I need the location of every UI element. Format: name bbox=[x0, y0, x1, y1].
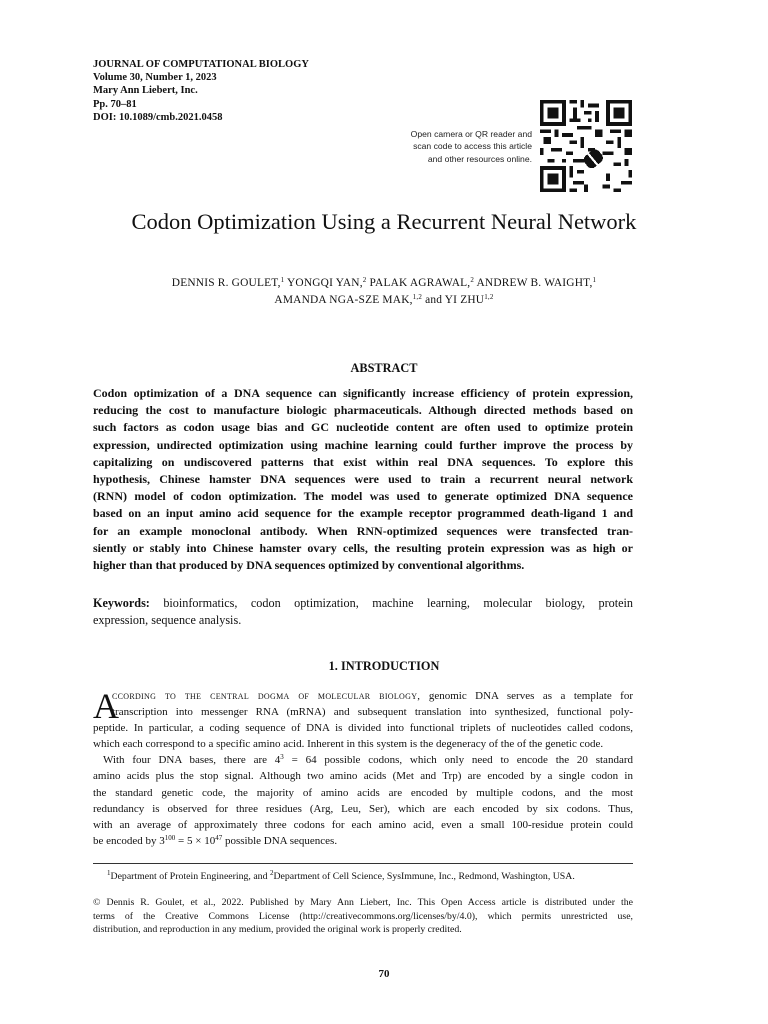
drop-cap: A bbox=[93, 686, 119, 726]
author-name: PALAK AGRAWAL, bbox=[366, 277, 471, 289]
abstract-line: (RNN) model of codon optimization. The model was used to generate optimized DNA sequence bbox=[93, 489, 633, 504]
body-text-span: = 64 possible codons, which only need to encode the 20 standard bbox=[283, 754, 633, 767]
abstract-text bbox=[93, 385, 633, 574]
superscript: 47 bbox=[215, 833, 223, 842]
footnote-divider bbox=[93, 863, 633, 864]
smallcaps-lead: ccording to the central dogma of molecular biology, bbox=[112, 690, 421, 702]
keywords bbox=[93, 595, 633, 629]
journal-header bbox=[93, 58, 309, 124]
affiliation-mark: 1 bbox=[592, 276, 597, 284]
affiliation-mark: 2 bbox=[362, 276, 367, 284]
journal-publisher: Mary Ann Liebert, Inc. bbox=[93, 85, 198, 97]
abstract-line: expression, undirected optimization using machine learning could further improve the process by bbox=[93, 437, 633, 452]
author-list bbox=[0, 275, 768, 309]
author-name: ANDREW B. WAIGHT, bbox=[474, 277, 593, 289]
superscript: 100 bbox=[164, 833, 176, 842]
footnote-text: Department of Protein Engineering, and bbox=[110, 871, 270, 882]
body-text-span: = 5 × 10 bbox=[175, 834, 216, 847]
author-line bbox=[0, 275, 768, 292]
author-name: DENNIS R. GOULET, bbox=[171, 277, 281, 289]
body-line: redundancy is observed for three residues (Arg, Leu, Ser), which are each encoded by six codons. Thus, bbox=[93, 802, 633, 815]
abstract-line: based on an input amino acid sequence for the example receptor programmed death-ligand 1 and bbox=[93, 506, 633, 521]
qr-caption-line: and other resources online. bbox=[427, 153, 532, 164]
body-line: amino acids plus the stop signal. Although two amino acids (Met and Trp) are encoded by a single codon in bbox=[93, 770, 633, 783]
journal-name: JOURNAL OF COMPUTATIONAL BIOLOGY bbox=[93, 59, 309, 70]
author-line bbox=[0, 292, 768, 309]
body-text-span: genomic DNA serves as a template for bbox=[420, 690, 633, 702]
abstract-line: such factors as codon usage bias and GC nucleotide content are often used to optimize protein bbox=[93, 420, 633, 435]
abstract-line: Codon optimization of a DNA sequence can significantly increase efficiency of protein expression, bbox=[93, 386, 633, 400]
journal-doi: DOI: 10.1089/cmb.2021.0458 bbox=[93, 111, 223, 123]
page-number: 70 bbox=[378, 968, 390, 980]
footnote-text: Department of Cell Science, SysImmune, Inc., Redmond, Washington, USA. bbox=[273, 871, 575, 882]
abstract-line: for an example monoclonal antibody. When RNN-optimized sequences were transfected tran- bbox=[93, 523, 633, 538]
body-line: peptide. In particular, a coding sequence of DNA is divided into functional triplets of nucleotides called codons, bbox=[93, 722, 633, 735]
qr-caption-line: scan code to access this article bbox=[413, 141, 532, 152]
section-heading-introduction: 1. INTRODUCTION bbox=[328, 659, 440, 673]
author-name: and YI ZHU bbox=[422, 294, 485, 306]
body-line bbox=[93, 752, 633, 768]
affiliation-mark: 1,2 bbox=[412, 293, 423, 301]
body-line: transcription into messenger RNA (mRNA) and subsequent translation into synthesized, functional poly- bbox=[112, 706, 633, 719]
qr-caption bbox=[380, 128, 532, 165]
affiliation-mark: 2 bbox=[470, 276, 475, 284]
abstract-line: siently or stably into Chinese hamster ovary cells, the resulting protein expression was as high or bbox=[93, 540, 633, 555]
affiliation-mark: 1,2 bbox=[484, 293, 494, 301]
affiliation-mark: 2 bbox=[269, 869, 274, 877]
keywords-list: bioinformatics, codon optimization, machine learning, molecular biology, protein bbox=[149, 596, 633, 610]
license-footnote bbox=[93, 896, 633, 937]
body-line: with an average of approximately three codons for each amino acid, even a small 100-residue protein could bbox=[93, 818, 633, 831]
body-text-span: be encoded by 3 bbox=[93, 834, 165, 847]
body-line bbox=[93, 833, 633, 849]
abstract-line: reducing the cost to manufacture biologic pharmaceuticals. Although directed methods based on bbox=[93, 403, 633, 418]
affiliation-mark: 1 bbox=[107, 869, 111, 877]
keywords-line bbox=[93, 595, 633, 612]
keywords-list: expression, sequence analysis. bbox=[93, 613, 242, 628]
body-line bbox=[93, 688, 633, 704]
body-line: which each correspond to a specific amino acid. Inherent in this system is the degeneracy of the of the genetic code. bbox=[93, 738, 604, 751]
abstract-line: hypothesis, Chinese hamster DNA sequences were used to train a recurrent neural network bbox=[93, 472, 633, 487]
abstract-heading: ABSTRACT bbox=[350, 361, 418, 375]
footnote-line: terms of the Creative Commons License (http://creativecommons.org/licenses/by/4.0), which permits unrestricted use, bbox=[93, 910, 633, 922]
journal-volume: Volume 30, Number 1, 2023 bbox=[93, 72, 217, 84]
introduction-body bbox=[93, 688, 633, 849]
article-title: Codon Optimization Using a Recurrent Neural Network bbox=[131, 209, 637, 234]
footnote-line: © Dennis R. Goulet, et al., 2022. Published by Mary Ann Liebert, Inc. This Open Access article is distributed under the bbox=[93, 897, 633, 908]
body-text-span: With four DNA bases, there are 4 bbox=[103, 754, 281, 767]
affiliation-footnote bbox=[107, 870, 647, 884]
abstract-line: higher than that produced by DNA sequences optimized by conventional algorithms. bbox=[93, 558, 525, 573]
footnote-line: distribution, and reproduction in any medium, provided the original work is properly credited. bbox=[93, 924, 462, 936]
footnote-line bbox=[107, 870, 647, 884]
qr-caption-line: Open camera or QR reader and bbox=[410, 129, 532, 139]
journal-pages: Pp. 70–81 bbox=[93, 98, 137, 110]
author-name: AMANDA NGA-SZE MAK, bbox=[274, 294, 413, 306]
author-name: YONGQI YAN, bbox=[284, 277, 363, 289]
superscript: 3 bbox=[280, 753, 284, 762]
affiliation-mark: 1 bbox=[280, 276, 285, 284]
body-text-span: possible DNA sequences. bbox=[222, 834, 338, 847]
abstract-line: capitalizing on undiscovered patterns that exist within real DNA sequences. To explore this bbox=[93, 454, 633, 469]
qr-code-icon[interactable] bbox=[540, 100, 632, 192]
keywords-label: Keywords: bbox=[93, 596, 150, 610]
body-line: the standard genetic code, the majority of amino acids are encoded by multiple codons, and the most bbox=[93, 786, 633, 799]
